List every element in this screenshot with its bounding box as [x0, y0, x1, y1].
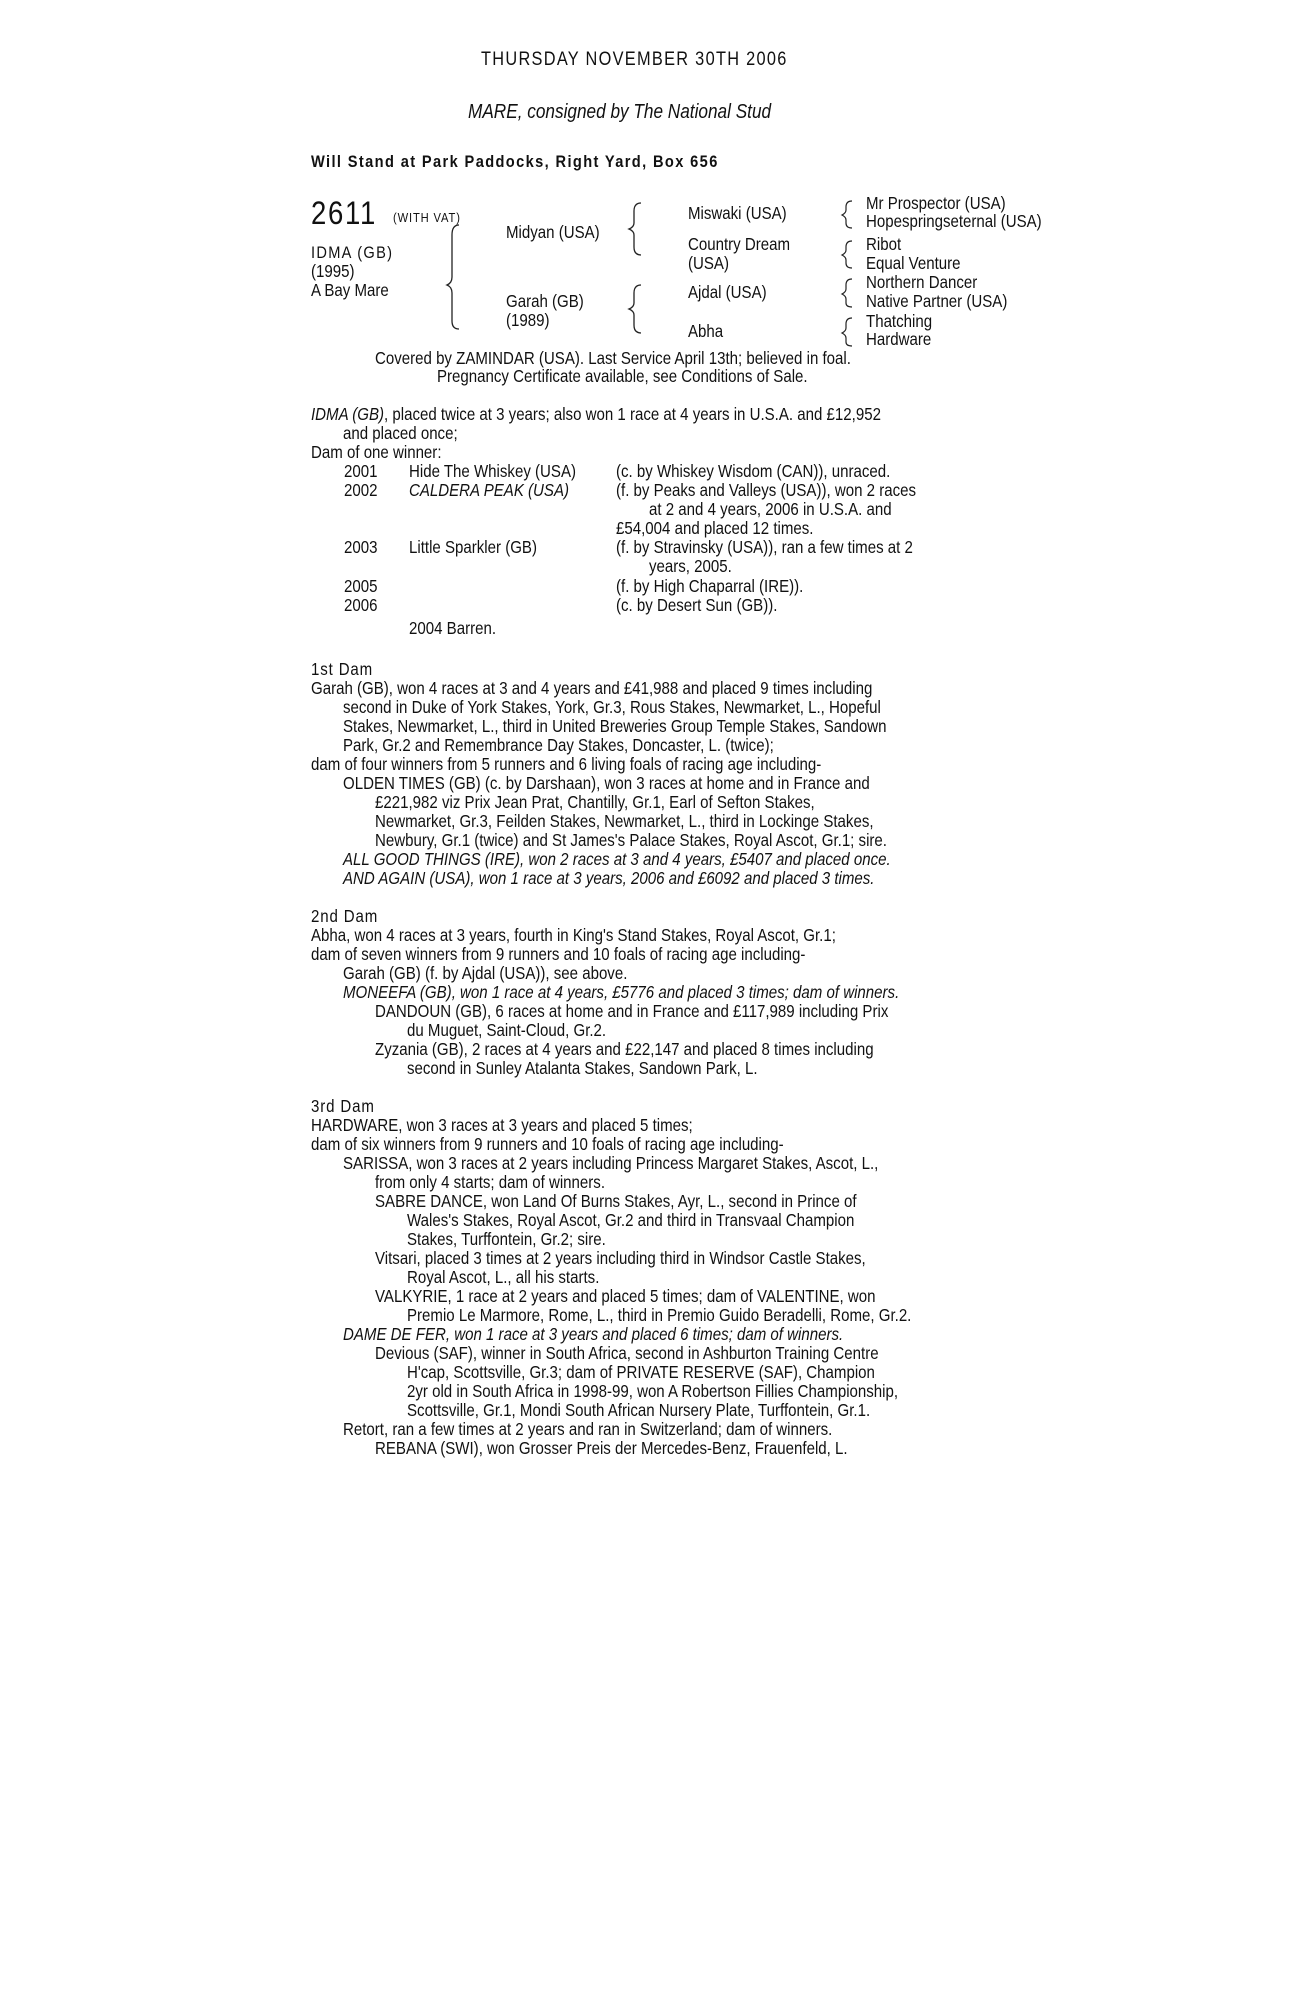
pedigree-sire-dam: Country Dream [688, 234, 791, 254]
pedigree-dsd: Native Partner (USA) [866, 291, 1008, 311]
horse-description: A Bay Mare [311, 280, 389, 300]
intro-horse-name: IDMA (GB) [311, 404, 385, 424]
section-heading: 3rd Dam [311, 1096, 375, 1116]
consignment-line: MARE, consigned by The National Stud [468, 101, 772, 123]
lot-number: 2611 [311, 195, 378, 231]
pedigree-dds: Thatching [866, 311, 933, 331]
section-heading: 1st Dam [311, 659, 374, 679]
horse-year: (1995) [311, 261, 355, 281]
pedigree-dam: Garah (GB) [506, 291, 584, 311]
horse-name: IDMA (GB) [311, 243, 394, 262]
pedigree-sire: Midyan (USA) [506, 222, 600, 242]
pedigree-sss: Mr Prospector (USA) [866, 193, 1006, 213]
pedigree-ssd: Hopespringseternal (USA) [866, 211, 1042, 231]
pedigree-dam-dam: Abha [688, 321, 724, 341]
pedigree-sire-sire: Miswaki (USA) [688, 203, 787, 223]
pedigree-dss: Northern Dancer [866, 272, 978, 292]
pedigree-sire-dam-country: (USA) [688, 253, 729, 273]
intro-line-2: and placed once; [343, 423, 458, 443]
covered-line: Covered by ZAMINDAR (USA). Last Service April 13th; believed in foal. [375, 348, 851, 368]
dam-of-winners: Dam of one winner: [311, 442, 442, 462]
sale-date: THURSDAY NOVEMBER 30TH 2006 [481, 49, 788, 70]
section-heading: 2nd Dam [311, 906, 379, 926]
stand-location: Will Stand at Park Paddocks, Right Yard, Box 656 [311, 152, 719, 171]
barren-note: 2004 Barren. [409, 618, 497, 638]
pedigree-dam-sire: Ajdal (USA) [688, 282, 767, 302]
pedigree-dam-year: (1989) [506, 310, 550, 330]
vat-note: (WITH VAT) [393, 210, 461, 225]
pedigree-ddd: Hardware [866, 329, 932, 349]
pregnancy-line: Pregnancy Certificate available, see Conditions of Sale. [437, 366, 808, 386]
pedigree-sds: Ribot [866, 234, 902, 254]
pedigree-sdd: Equal Venture [866, 253, 961, 273]
intro-line: IDMA (GB), placed twice at 3 years; also won 1 race at 4 years in U.S.A. and £12,952 [311, 404, 881, 424]
